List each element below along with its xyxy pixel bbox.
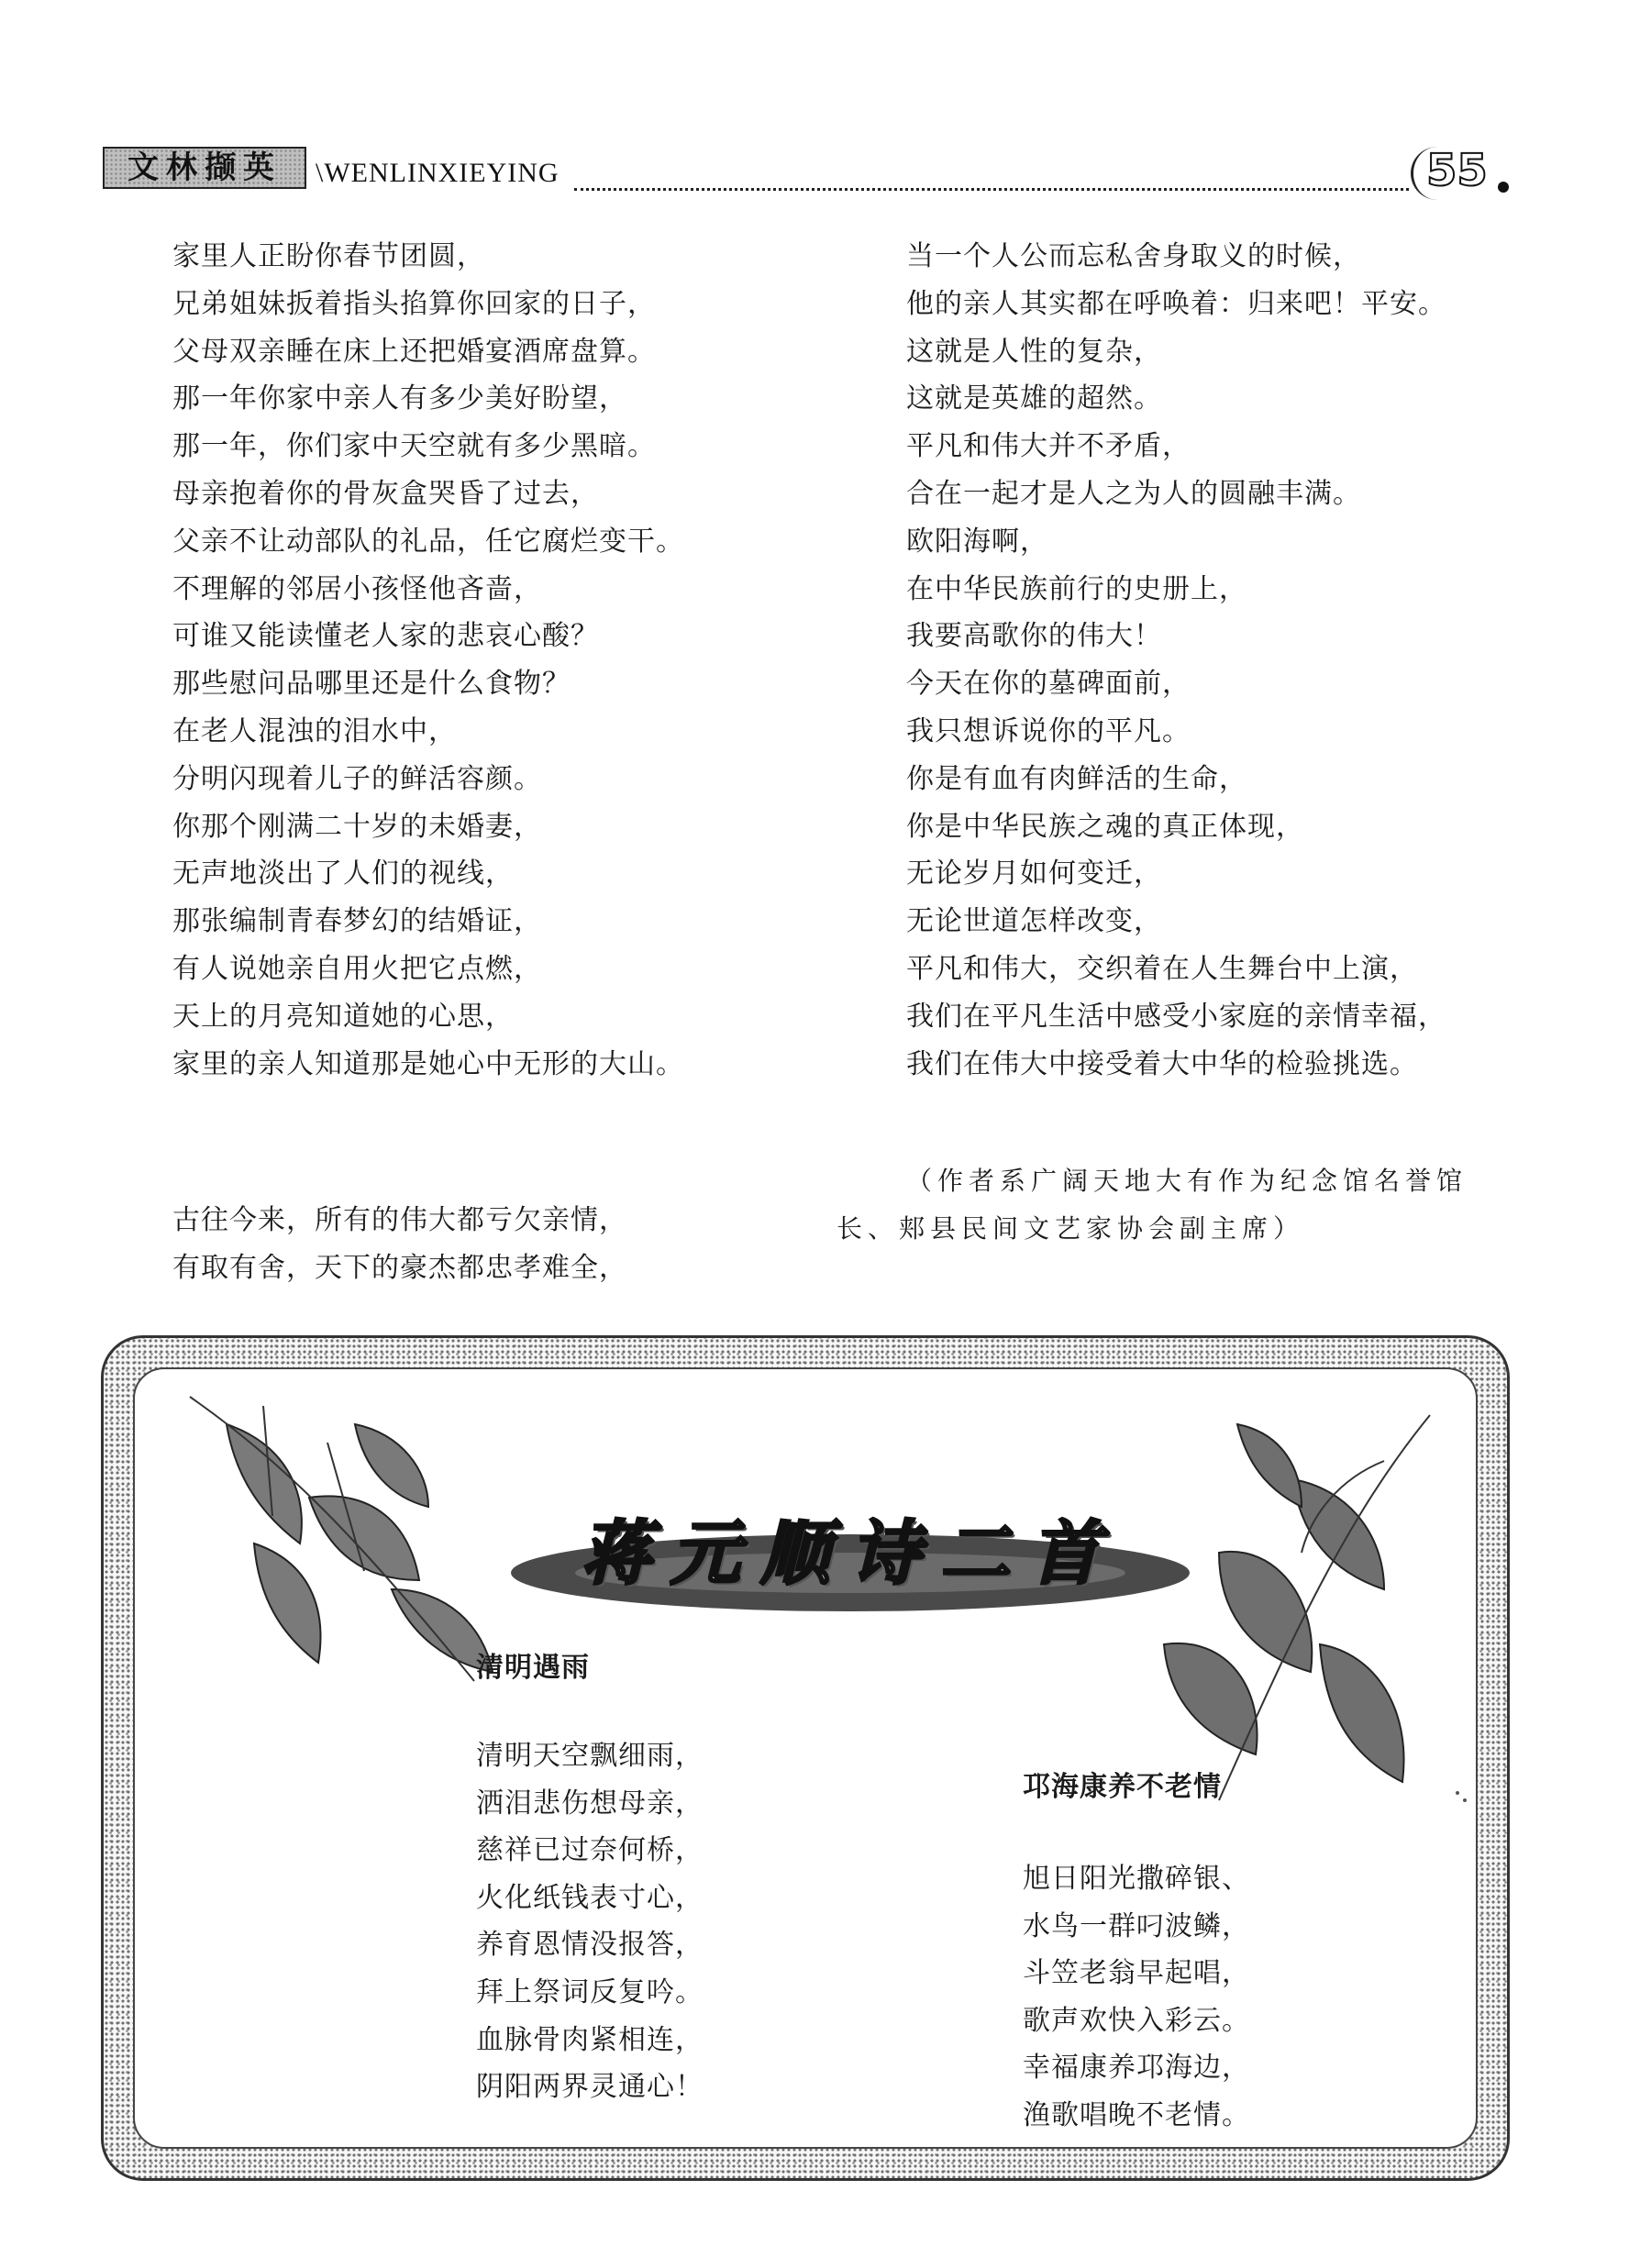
right-poem-column [906,233,1446,1088]
poem-panel-frame [101,1335,1510,2181]
poem-line: 当一个人公而忘私舍身取义的时候， [906,240,1361,272]
section-brand-title: 文林撷英 [127,149,282,186]
poem2-lines [1023,1855,1250,2140]
print-speck [1463,1798,1467,1802]
poem-line: 无论世道怎样改变， [906,905,1162,938]
poem2-title: 邛海康养不老情 [1023,1771,1222,1803]
poem-line: 阴阳两界灵通心！ [476,2071,704,2104]
page-header [0,0,1651,211]
poem-line: 不理解的邻居小孩怪他吝啬， [172,572,542,605]
poem1-title: 清明遇雨 [476,1652,590,1684]
poem-line: 我们在平凡生活中感受小家庭的亲情幸福， [906,1000,1446,1033]
poem-line: 幸福康养邛海边， [1023,2052,1250,2085]
page-number-dot [1498,182,1509,193]
poem-line: 那一年，你们家中天空就有多少黑暗。 [172,430,656,463]
poem-line: 在老人混浊的泪水中， [172,714,457,747]
poem-line: 有取有舍，天下的豪杰都忠孝难全， [172,1251,627,1284]
byline-line-2: 长、郏县民间文艺家协会副主席） [837,1213,1305,1244]
poem-line: 兄弟姐妹扳着指头掐算你回家的日子， [172,287,656,320]
poem-line: 我只想诉说你的平凡。 [906,714,1191,747]
poem-line: 天上的月亮知道她的心思， [172,1000,514,1033]
poem-line: 慈祥已过奈何桥， [476,1834,704,1867]
page-number-badge [1411,147,1505,200]
poem-line: 你是有血有肉鲜活的生命， [906,762,1247,795]
poem-line: 可谁又能读懂老人家的悲哀心酸？ [172,620,599,653]
left-poem-column-tail [172,1197,627,1292]
author-byline [837,1157,1515,1253]
poem-line: 家里人正盼你春节团圆， [172,240,485,272]
poem1-lines [476,1732,704,2111]
poem-line: 我们在伟大中接受着大中华的检验挑选。 [906,1047,1418,1080]
poem-line: 分明闪现着儿子的鲜活容颜。 [172,762,542,795]
panel-title: 蒋元顺诗二首 [581,1512,1120,1594]
poem-line: 歌声欢快入彩云。 [1023,2004,1250,2037]
poem-line: 无声地淡出了人们的视线， [172,857,514,891]
poem-line: 无论岁月如何变迁， [906,857,1162,891]
poem-line: 平凡和伟大并不矛盾， [906,430,1191,463]
poem-line: 古往今来，所有的伟大都亏欠亲情， [172,1204,627,1236]
poem-line: 父亲不让动部队的礼品，任它腐烂变干。 [172,525,684,558]
left-poem-column [172,233,684,1088]
poem-line: 那一年你家中亲人有多少美好盼望， [172,382,627,415]
poem-line: 平凡和伟大，交织着在人生舞台中上演， [906,952,1418,985]
poem-line: 火化纸钱表寸心， [476,1881,704,1914]
poem-line: 你是中华民族之魂的真正体现， [906,810,1304,843]
poem-line: 母亲抱着你的骨灰盒哭昏了过去， [172,477,599,510]
poem-line: 清明天空飘细雨， [476,1740,704,1772]
poem-line: 旭日阳光撒碎银、 [1023,1863,1250,1895]
poem-line: 洒泪悲伤想母亲， [476,1787,704,1820]
poem-line: 这就是英雄的超然。 [906,382,1162,415]
poem-line: 血脉骨肉紧相连， [476,2023,704,2056]
poem-line: 有人说她亲自用火把它点燃， [172,952,542,985]
section-brand-english: \WENLINXIEYING [316,158,560,188]
poem-line: 你那个刚满二十岁的未婚妻， [172,810,542,843]
poem-line: 那张编制青春梦幻的结婚证， [172,905,542,938]
section-brand-box [103,147,306,189]
poem-line: 他的亲人其实都在呼唤着：归来吧！平安。 [906,287,1446,320]
poem-line: 在中华民族前行的史册上， [906,572,1247,605]
leaves-left-illustration [172,1388,520,1690]
poem-line: 拜上祭词反复吟。 [476,1975,704,2008]
poem-panel-inner [133,1367,1478,2149]
poem-line: 养育恩情没报答， [476,1929,704,1962]
poem-line: 合在一起才是人之为人的圆融丰满。 [906,477,1361,510]
poem-line: 渔歌唱晚不老情。 [1023,2098,1250,2131]
poem-line: 父母双亲睡在床上还把婚宴酒席盘算。 [172,335,656,368]
poem-line: 这就是人性的复杂， [906,335,1162,368]
poem-line: 水鸟一群叼波鳞， [1023,1909,1250,1942]
page-number: 55 [1426,145,1488,196]
poem-line: 欧阳海啊， [906,525,1048,558]
poem-line: 那些慰问品哪里还是什么食物？ [172,668,571,701]
poem-line: 今天在你的墓碑面前， [906,668,1191,701]
poem-line: 斗笠老翁早起唱， [1023,1957,1250,1990]
byline-line-1: （作者系广阔天地大有作为纪念馆名誉馆 [906,1166,1468,1196]
poem-line: 家里的亲人知道那是她心中无形的大山。 [172,1047,684,1080]
title-banner [502,1488,1199,1617]
header-dotted-rule [574,188,1409,191]
poem-line: 我要高歌你的伟大！ [906,620,1162,653]
print-speck [1456,1791,1459,1795]
